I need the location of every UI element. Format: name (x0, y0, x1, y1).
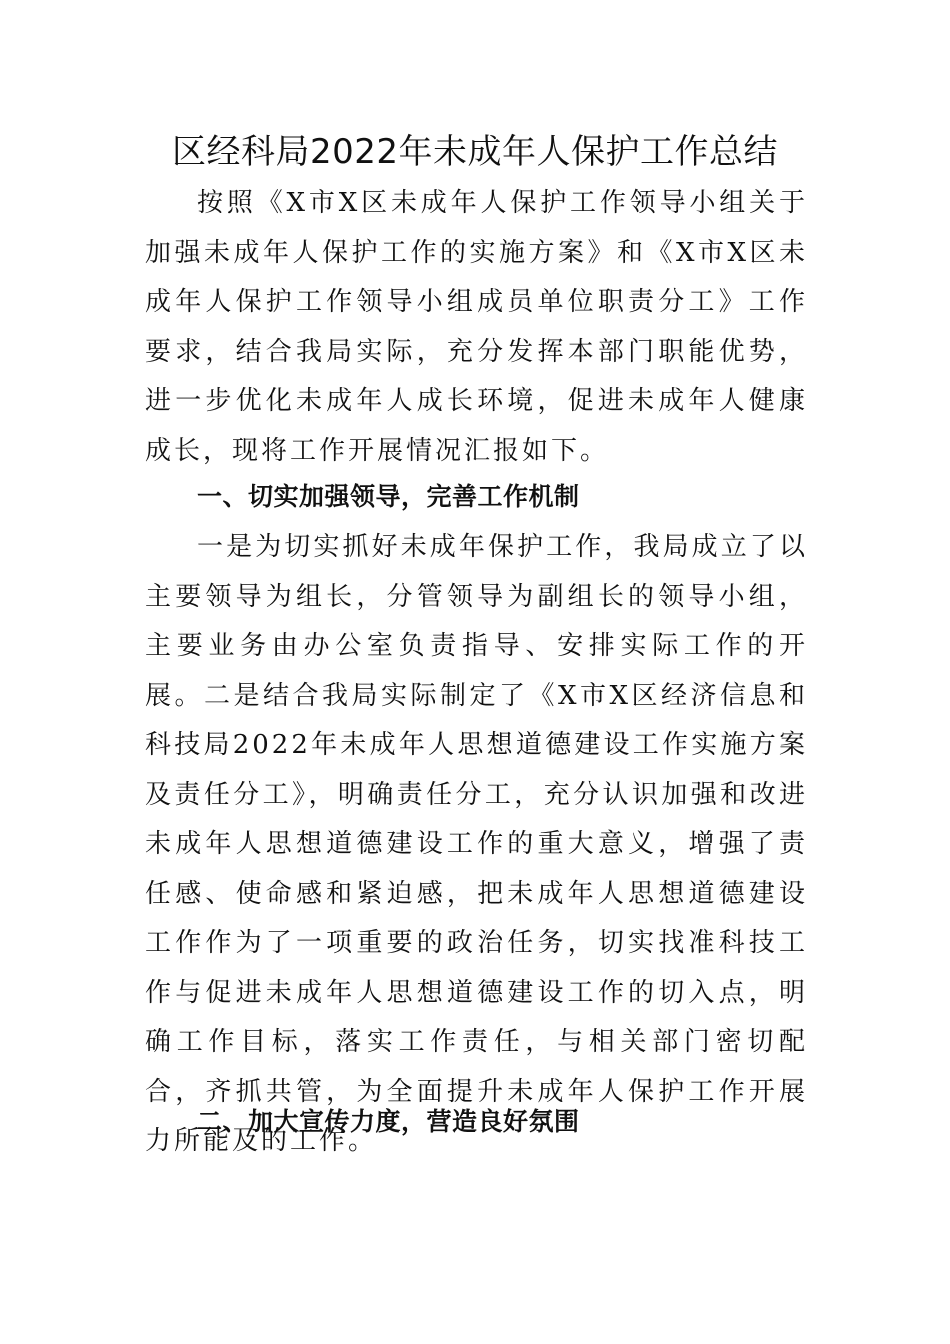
section-2-heading: 二、加大宣传力度，营造良好氛围 (197, 1107, 580, 1136)
section-1-body: 一是为切实抓好未成年保护工作，我局成立了以主要领导为组长，分管领导为副组长的领导小组，主要业务由办公室负责指导、安排实际工作的开展。二是结合我局实际制定了《X市X区经济信息和科技局2022年未成年人思想道德建设工作实施方案及责任分工》，明确责任分工，充分认识加强和改进未成年人思想道德建设工作的重大意义，增强了责任感、使命感和紧迫感，把未成年人思想道德建设工作作为了一项重要的政治任务，切实找准科技工作与促进未成年人思想道德建设工作的切入点，明确工作目标，落实工作责任，与相关部门密切配合，齐抓共管，为全面提升未成年人保护工作开展力所能及的工作。 (145, 532, 808, 1156)
section-1-heading: 一、切实加强领导，完善工作机制 (197, 482, 580, 511)
document-title: 区经科局2022年未成年人保护工作总结 (171, 132, 779, 172)
intro-paragraph: 按照《X市X区未成年人保护工作领导小组关于加强未成年人保护工作的实施方案》和《X市X区未成年人保护工作领导小组成员单位职责分工》工作要求，结合我局实际，充分发挥本部门职能优势，进一步优化未成年人成长环境，促进未成年人健康成长，现将工作开展情况汇报如下。 (145, 188, 808, 466)
